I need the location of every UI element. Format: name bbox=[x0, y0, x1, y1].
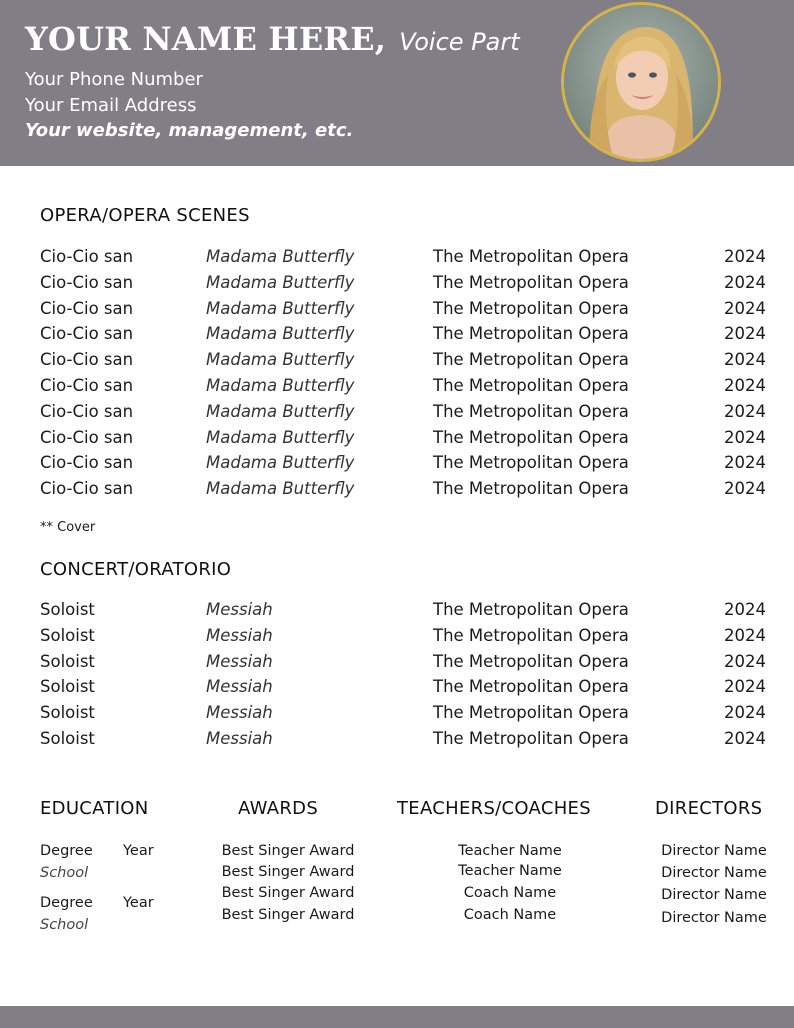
company-name: The Metropolitan Opera bbox=[433, 298, 629, 318]
role-name: Cio-Cio san bbox=[40, 298, 134, 318]
role-row bbox=[40, 426, 766, 452]
role-name: Cio-Cio san bbox=[40, 427, 134, 447]
role-row bbox=[40, 701, 766, 727]
company-name: The Metropolitan Opera bbox=[433, 625, 629, 645]
production-title: Madama Butterfly bbox=[206, 479, 355, 499]
company-name: The Metropolitan Opera bbox=[433, 427, 629, 447]
role-row bbox=[40, 675, 766, 701]
role-name: Cio-Cio san bbox=[40, 272, 134, 292]
role-row bbox=[40, 297, 766, 323]
teacher-item: Teacher Name bbox=[458, 843, 562, 859]
production-title: Madama Butterfly bbox=[206, 247, 355, 266]
coach-item: Coach Name bbox=[463, 885, 557, 901]
role-name: Soloist bbox=[40, 703, 95, 723]
cover-note: ** Cover bbox=[40, 520, 96, 535]
company-name: The Metropolitan Opera bbox=[433, 401, 629, 421]
directors-title: DIRECTORS bbox=[655, 798, 763, 819]
education-school: School bbox=[40, 917, 89, 933]
production-title: Madama Butterfly bbox=[206, 298, 355, 318]
education-title: EDUCATION bbox=[40, 798, 149, 819]
award-item: Best Singer Award bbox=[221, 843, 355, 859]
role-name: Cio-Cio san bbox=[40, 375, 134, 395]
production-title: Madama Butterfly bbox=[206, 453, 355, 473]
education-school: School bbox=[40, 865, 89, 881]
performance-year: 2024 bbox=[724, 427, 766, 447]
company-name: The Metropolitan Opera bbox=[433, 350, 629, 370]
role-name: Soloist bbox=[40, 728, 95, 748]
production-title: Messiah bbox=[206, 600, 273, 619]
role-row bbox=[40, 400, 766, 426]
performance-year: 2024 bbox=[724, 728, 766, 748]
company-name: The Metropolitan Opera bbox=[433, 375, 629, 395]
role-row bbox=[40, 598, 766, 624]
header-banner bbox=[0, 0, 794, 166]
award-item: Best Singer Award bbox=[221, 885, 355, 901]
performance-year: 2024 bbox=[724, 324, 766, 344]
education-year: Year bbox=[123, 843, 154, 859]
director-item: Director Name bbox=[661, 887, 767, 903]
singer-name: YOUR NAME HERE, bbox=[25, 20, 387, 58]
website-line: Your website, management, etc. bbox=[25, 120, 354, 141]
role-row bbox=[40, 348, 766, 374]
concert-section-title: CONCERT/ORATORIO bbox=[40, 559, 232, 580]
performance-year: 2024 bbox=[724, 703, 766, 723]
company-name: The Metropolitan Opera bbox=[433, 324, 629, 344]
role-row bbox=[40, 322, 766, 348]
performance-year: 2024 bbox=[724, 375, 766, 395]
role-name: Cio-Cio san bbox=[40, 247, 134, 266]
company-name: The Metropolitan Opera bbox=[433, 677, 629, 697]
role-row bbox=[40, 727, 766, 753]
company-name: The Metropolitan Opera bbox=[433, 453, 629, 473]
company-name: The Metropolitan Opera bbox=[433, 703, 629, 723]
performance-year: 2024 bbox=[724, 350, 766, 370]
performance-year: 2024 bbox=[724, 247, 766, 266]
performance-year: 2024 bbox=[724, 401, 766, 421]
role-row bbox=[40, 477, 766, 503]
production-title: Madama Butterfly bbox=[206, 401, 355, 421]
role-row bbox=[40, 451, 766, 477]
teachers-title: TEACHERS/COACHES bbox=[397, 798, 591, 819]
education-year: Year bbox=[123, 895, 154, 911]
role-row bbox=[40, 650, 766, 676]
director-item: Director Name bbox=[661, 865, 767, 881]
role-name: Cio-Cio san bbox=[40, 479, 134, 499]
company-name: The Metropolitan Opera bbox=[433, 272, 629, 292]
phone-number: Your Phone Number bbox=[25, 69, 203, 90]
role-name: Cio-Cio san bbox=[40, 401, 134, 421]
award-item: Best Singer Award bbox=[221, 907, 355, 923]
role-name: Soloist bbox=[40, 600, 95, 619]
role-name: Cio-Cio san bbox=[40, 350, 134, 370]
director-item: Director Name bbox=[661, 910, 767, 926]
role-name: Soloist bbox=[40, 677, 95, 697]
production-title: Madama Butterfly bbox=[206, 272, 355, 292]
production-title: Messiah bbox=[206, 625, 273, 645]
performance-year: 2024 bbox=[724, 677, 766, 697]
concert-roles-list bbox=[40, 598, 766, 753]
production-title: Messiah bbox=[206, 728, 273, 748]
company-name: The Metropolitan Opera bbox=[433, 247, 629, 266]
performance-year: 2024 bbox=[724, 298, 766, 318]
production-title: Madama Butterfly bbox=[206, 375, 355, 395]
role-row bbox=[40, 271, 766, 297]
headshot-photo bbox=[561, 2, 721, 162]
company-name: The Metropolitan Opera bbox=[433, 728, 629, 748]
role-name: Soloist bbox=[40, 651, 95, 671]
performance-year: 2024 bbox=[724, 600, 766, 619]
education-degree: Degree bbox=[40, 843, 93, 859]
coach-item: Coach Name bbox=[463, 907, 557, 923]
performance-year: 2024 bbox=[724, 625, 766, 645]
director-item: Director Name bbox=[661, 843, 767, 859]
role-row bbox=[40, 245, 766, 271]
role-row bbox=[40, 624, 766, 650]
portrait-illustration bbox=[564, 5, 718, 159]
performance-year: 2024 bbox=[724, 272, 766, 292]
awards-title: AWARDS bbox=[238, 798, 319, 819]
company-name: The Metropolitan Opera bbox=[433, 651, 629, 671]
production-title: Madama Butterfly bbox=[206, 427, 355, 447]
education-degree: Degree bbox=[40, 895, 93, 911]
award-item: Best Singer Award bbox=[221, 864, 355, 880]
opera-roles-list bbox=[40, 245, 766, 503]
opera-section-title: OPERA/OPERA SCENES bbox=[40, 205, 250, 226]
performance-year: 2024 bbox=[724, 479, 766, 499]
company-name: The Metropolitan Opera bbox=[433, 600, 629, 619]
company-name: The Metropolitan Opera bbox=[433, 479, 629, 499]
teacher-item: Teacher Name bbox=[458, 863, 562, 879]
performance-year: 2024 bbox=[724, 453, 766, 473]
footer-bar bbox=[0, 1006, 794, 1028]
name-line bbox=[25, 20, 520, 58]
role-row bbox=[40, 374, 766, 400]
performance-year: 2024 bbox=[724, 651, 766, 671]
production-title: Madama Butterfly bbox=[206, 350, 355, 370]
production-title: Messiah bbox=[206, 651, 273, 671]
production-title: Madama Butterfly bbox=[206, 324, 355, 344]
voice-part: Voice Part bbox=[399, 28, 520, 56]
role-name: Cio-Cio san bbox=[40, 324, 134, 344]
production-title: Messiah bbox=[206, 703, 273, 723]
production-title: Messiah bbox=[206, 677, 273, 697]
role-name: Cio-Cio san bbox=[40, 453, 134, 473]
role-name: Soloist bbox=[40, 625, 95, 645]
email-address: Your Email Address bbox=[25, 95, 197, 116]
